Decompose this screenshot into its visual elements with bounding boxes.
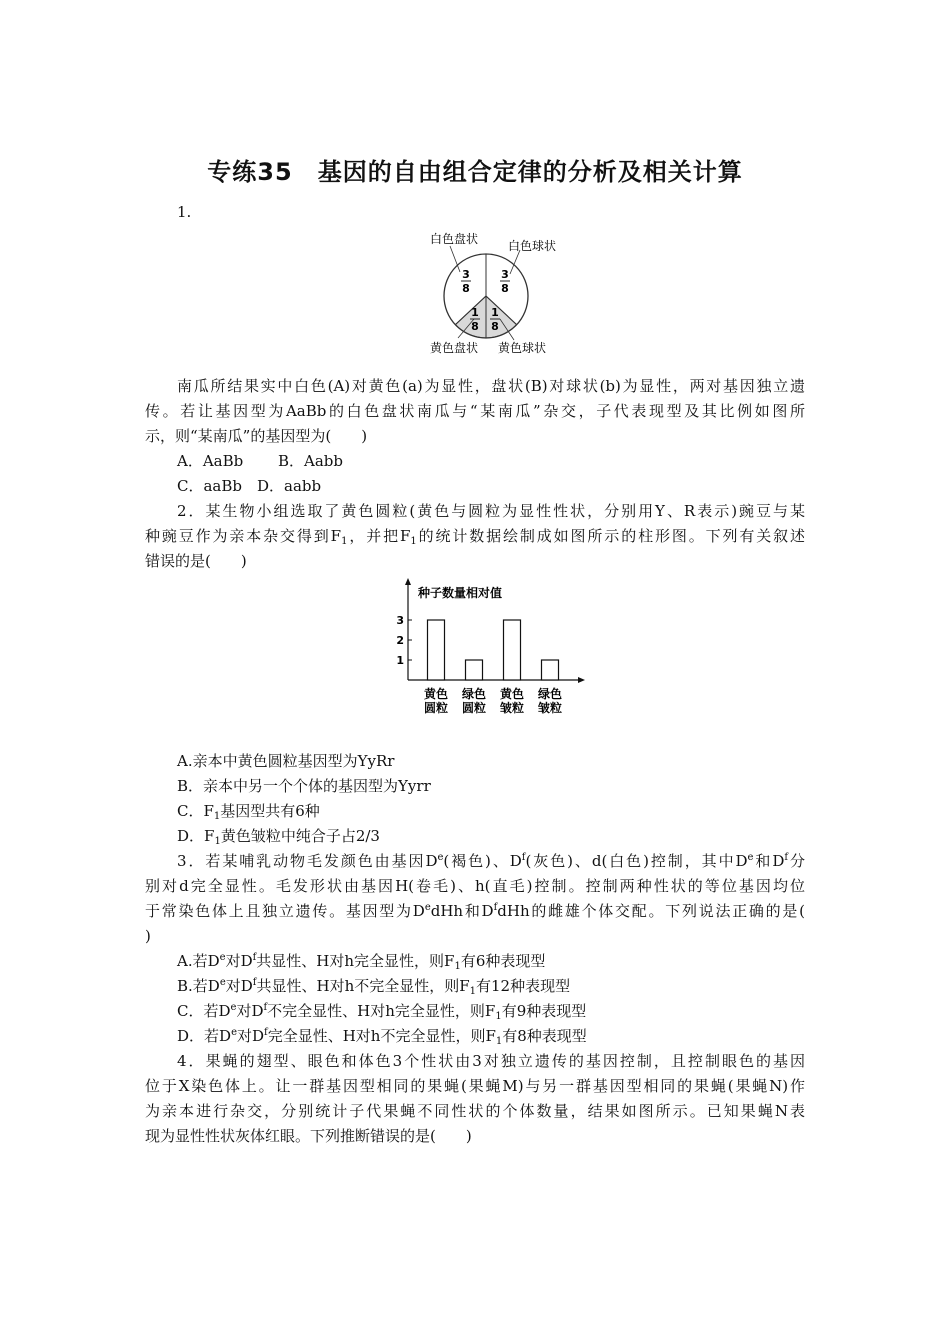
q2-bar-chart (388, 576, 598, 722)
x-tick-label-1-0: 绿色 (461, 687, 487, 701)
pie-label-white-ball: 白色球状 (508, 239, 557, 253)
q2-option-a: A.亲本中黄色圆粒基因型为YyRr (177, 752, 395, 770)
pie-frac-num-1: 3 (501, 268, 509, 281)
q4-stem-line-1: 4．果蝇的翅型、眼色和体色3个性状由3对独立遗传的基因控制，且控制眼色的基因 (177, 1052, 805, 1070)
q1-stem-line-2: 传。若让基因型为AaBb的白色盘状南瓜与“某南瓜”杂交，子代表现型及其比例如图所 (145, 402, 805, 420)
q1-pie-chart (420, 226, 580, 362)
bar-2 (504, 620, 521, 680)
q1-option-a: A．AaBb (177, 452, 244, 470)
y-tick-label-2: 2 (396, 634, 404, 647)
q3-option-c: C．若De对$D^f$不完全显性、H对h完全显性，则$F_1$有9种表现型 (177, 1002, 587, 1022)
q3-stem-line-3: 于常染色体上且独立遗传。基因型为DedHh和$D^fdHh$的雌雄个体交配。下列说法正确的是( (145, 902, 805, 920)
q2-stem-line-3: 错误的是( ) (145, 552, 247, 570)
q3-stem-line-4: ) (145, 927, 151, 945)
pie-frac-den-1: 8 (501, 282, 509, 295)
q2-option-d: D．$F_1$黄色皱粒中纯合子占2/3 (177, 827, 380, 847)
q1-stem-line-1: 南瓜所结果实中白色(A)对黄色(a)为显性，盘状(B)对球状(b)为显性，两对基因独立遗 (177, 377, 805, 395)
chart-title: 种子数量相对值 (418, 586, 503, 600)
pie-label-white-disc: 白色盘状 (430, 232, 479, 246)
y-tick-label-3: 3 (396, 614, 404, 627)
q4-stem-line-4: 现为显性性状灰体红眼。下列推断错误的是( ) (145, 1127, 472, 1145)
q1-stem-line-3: 示，则“某南瓜”的基因型为( ) (145, 427, 368, 445)
pie-frac-den-3: 8 (491, 320, 499, 333)
q3-option-a: A.若De对$D^f$共显性、H对h完全显性，则$F_1$有6种表现型 (177, 952, 546, 972)
q1-option-b: B．Aabb (278, 452, 344, 470)
x-tick-label-3-1: 皱粒 (537, 701, 563, 715)
q1-option-d: D．aabb (257, 477, 322, 495)
q2-option-c: C．$F_1$基因型共有6种 (177, 802, 320, 822)
pie-frac-num-3: 1 (491, 306, 499, 319)
x-tick-label-0-1: 圆粒 (423, 701, 449, 715)
x-tick-label-2-1: 皱粒 (499, 701, 525, 715)
q2-stem-line-1: 2．某生物小组选取了黄色圆粒(黄色与圆粒为显性性状，分别用Y、R表示)豌豆与某 (177, 502, 805, 520)
q3-stem-line-2: 别对d完全显性。毛发形状由基因H(卷毛)、h(直毛)控制。控制两种性状的等位基因均位 (145, 877, 805, 895)
pie-label-yellow-disc: 黄色盘状 (430, 341, 479, 355)
pie-frac-num-0: 3 (462, 268, 470, 281)
q1-option-c: C．aaBb (177, 477, 242, 495)
y-axis-arrow (405, 578, 411, 585)
q3-option-d: D．若De对$D^f$完全显性、H对h不完全显性，则$F_1$有8种表现型 (177, 1027, 587, 1047)
q1-number: 1. (177, 203, 192, 221)
x-axis-arrow (578, 677, 585, 683)
bar-1 (466, 660, 483, 680)
q3-stem-line-1: 3．若某哺乳动物毛发颜色由基因De(褐色)、$D^f$(灰色)、d(白色)控制，其中De和$D^f$分 (177, 852, 805, 870)
y-tick-label-1: 1 (396, 654, 404, 667)
q3-option-b: B.若De对$D^f$共显性、H对h不完全显性，则$F_1$有12种表现型 (177, 977, 571, 997)
pie-frac-num-2: 1 (471, 306, 479, 319)
pie-label-yellow-ball: 黄色球状 (498, 341, 547, 355)
bar-3 (542, 660, 559, 680)
q2-option-b: B．亲本中另一个个体的基因型为Yyrr (177, 777, 431, 795)
x-tick-label-3-0: 绿色 (537, 687, 563, 701)
q4-stem-line-2: 位于X染色体上。让一群基因型相同的果蝇(果蝇M)与另一群基因型相同的果蝇(果蝇N)作 (145, 1077, 805, 1095)
pie-frac-den-0: 8 (462, 282, 470, 295)
pie-frac-den-2: 8 (471, 320, 479, 333)
q4-stem-line-3: 为亲本进行杂交，分别统计子代果蝇不同性状的个体数量，结果如图所示。已知果蝇N表 (145, 1102, 805, 1120)
x-tick-label-2-0: 黄色 (499, 687, 525, 701)
page-title: 专练35 基因的自由组合定律的分析及相关计算 (207, 158, 743, 186)
x-tick-label-0-0: 黄色 (423, 687, 449, 701)
bar-0 (428, 620, 445, 680)
q2-stem-line-2: 种豌豆作为亲本杂交得到$F_1$，并把$F_1$的统计数据绘制成如图所示的柱形图。下列有关叙述 (145, 527, 805, 547)
x-tick-label-1-1: 圆粒 (461, 701, 487, 715)
